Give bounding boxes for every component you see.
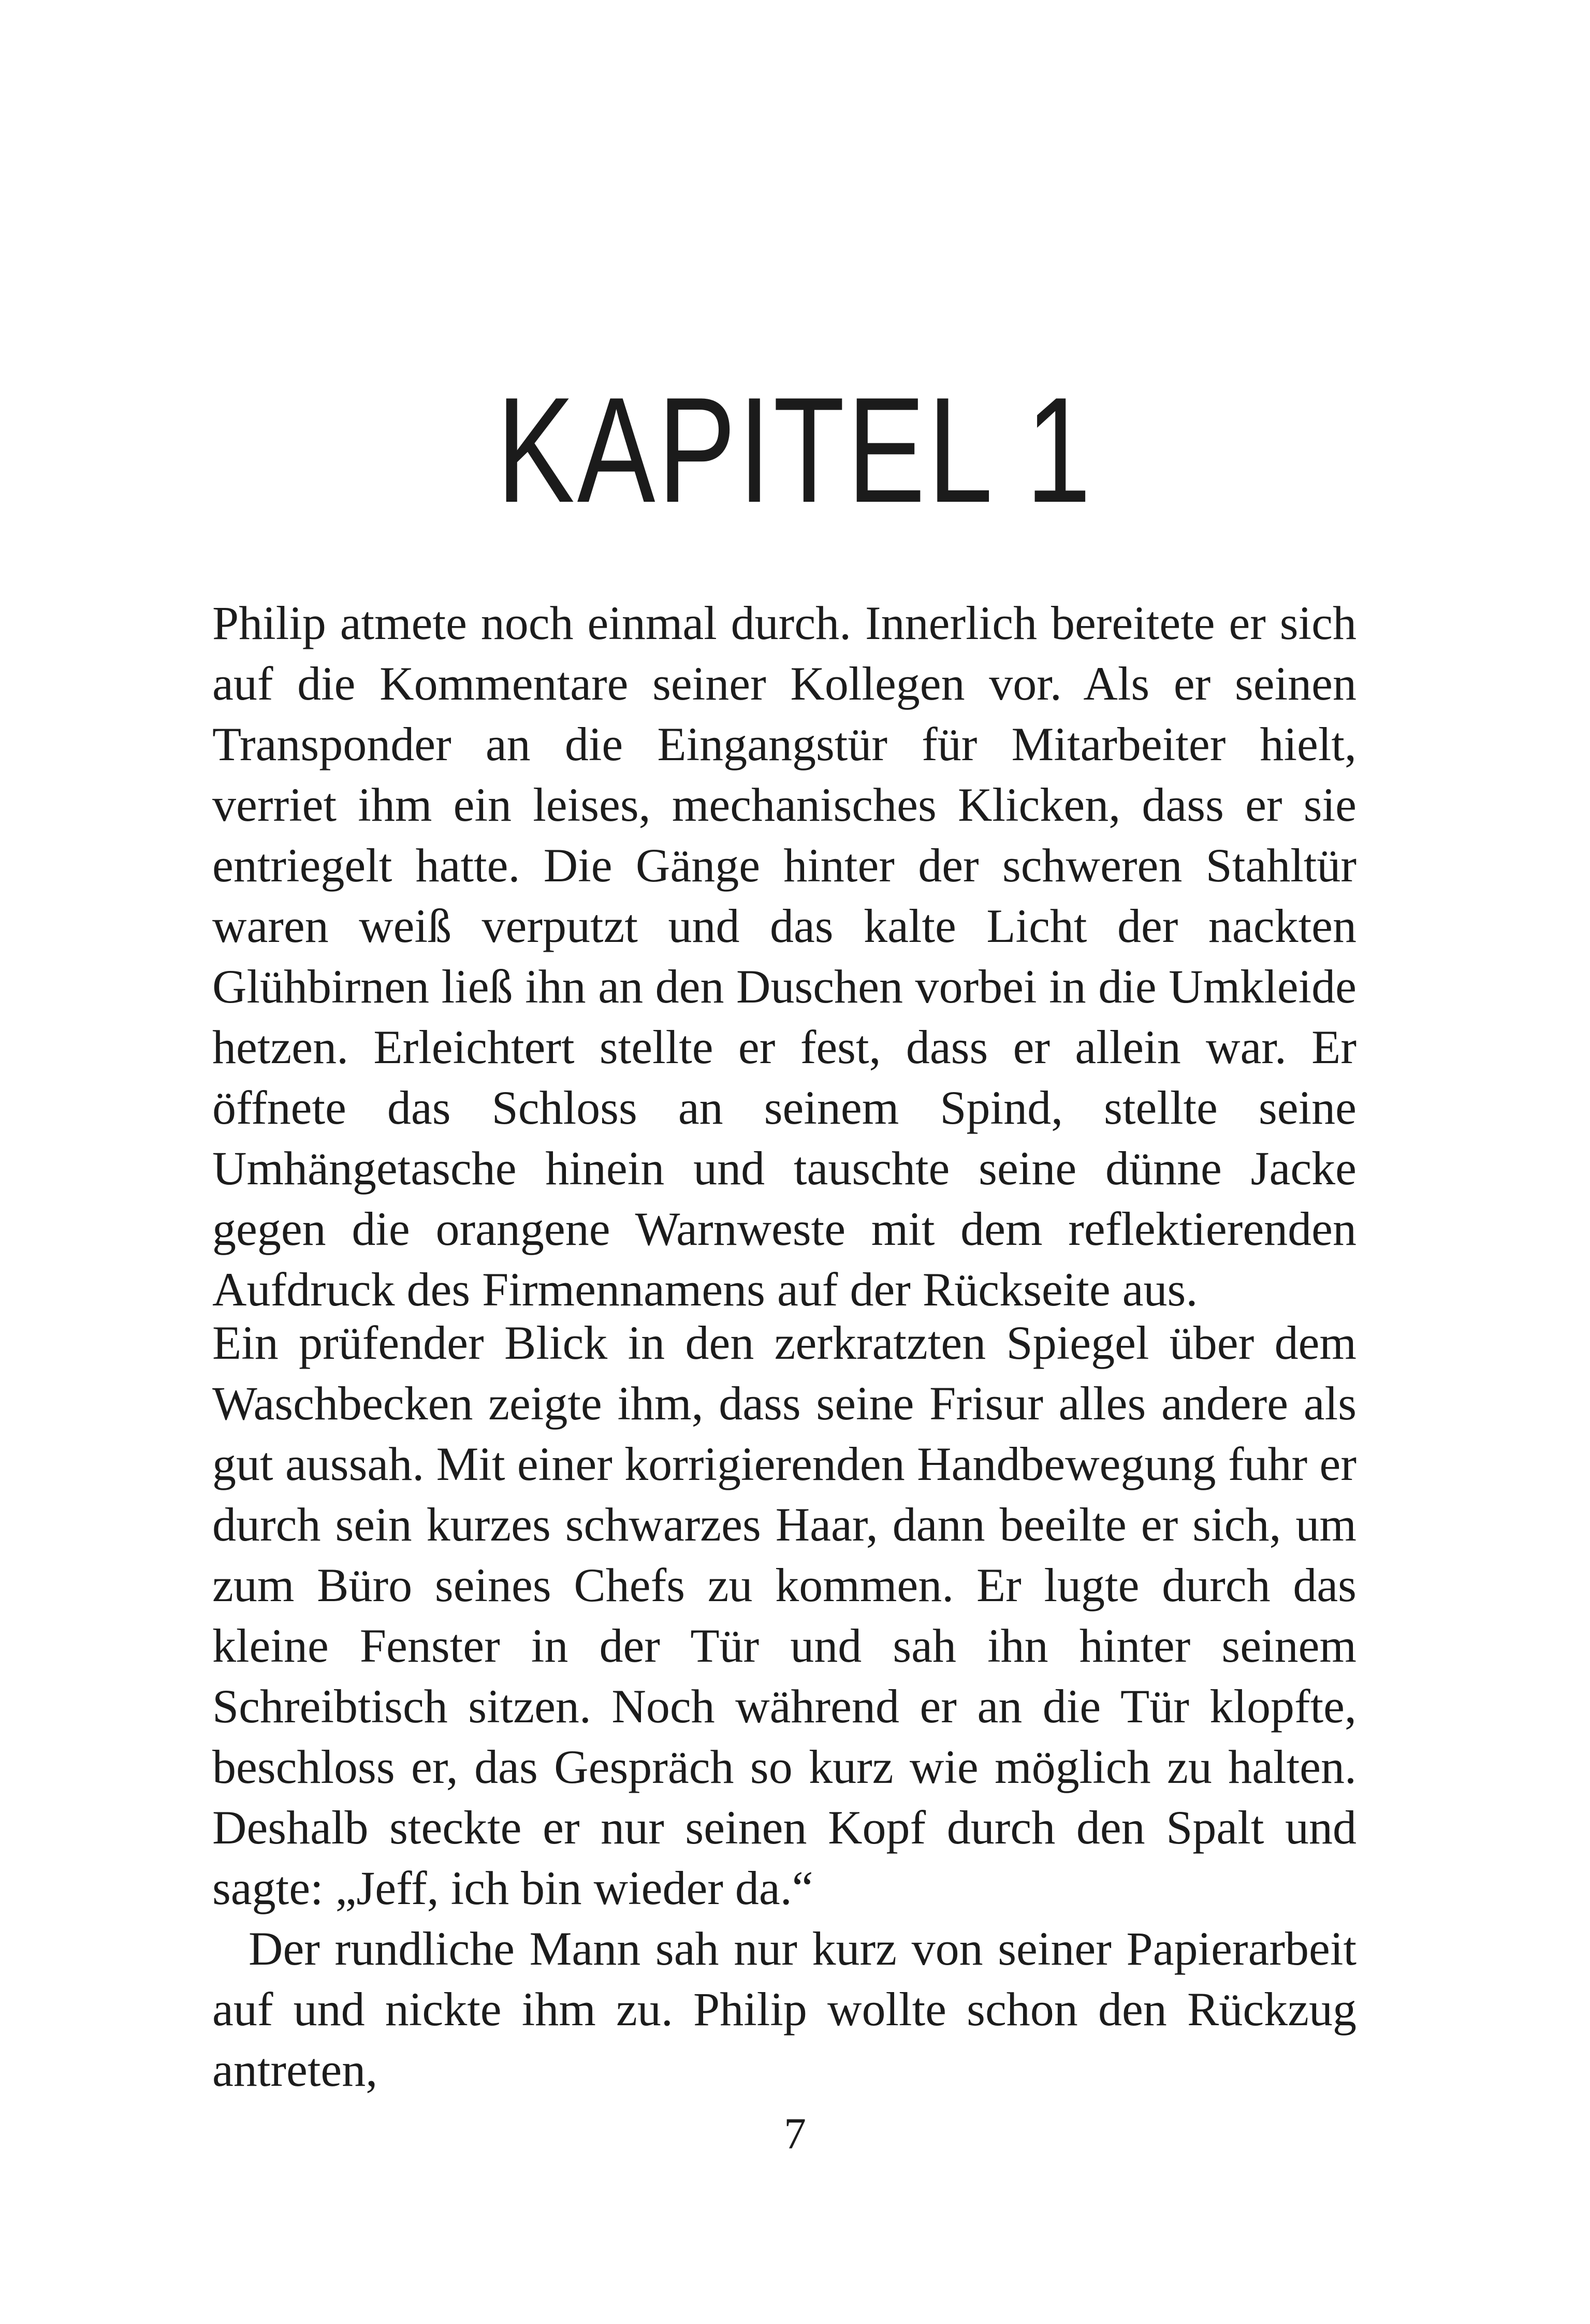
paragraph: Philip atmete noch einmal durch. Innerlich bereitete er sich auf die Kommentare seiner Kollegen vor. Als er seinen Transponder an die Eingangstür für Mitarbeiter hielt, verriet ihm ein leises, mechanisches Klicken, dass er sie entriegelt hatte. Die Gänge hinter der schweren Stahltür waren weiß verputzt und das kalte Licht der nackten Glühbirnen ließ ihn an den Duschen vorbei in die Umkleide hetzen. Erleichtert stellte er fest, dass er allein war. Er öffnete das Schloss an seinem Spind, stellte seine Umhängetasche hinein und tauschte seine dünne Jacke gegen die orangene Warnweste mit dem reflektierenden Aufdruck des Firmennamens auf der Rückseite aus. <box>212 597 1356 1316</box>
paragraph: Der rundliche Mann sah nur kurz von seiner Papierarbeit auf und nickte ihm zu. Philip wollte schon den Rückzug antreten, <box>212 1922 1356 2096</box>
page-number: 7 <box>784 2109 806 2158</box>
chapter-title: KAPITEL 1 <box>497 366 1093 534</box>
text-block-second <box>212 1313 1356 2100</box>
paragraph: Ein prüfender Blick in den zerkratzten Spiegel über dem Waschbecken zeigte ihm, dass seine Frisur alles andere als gut aussah. Mit einer korrigierenden Handbewegung fuhr er durch sein kurzes schwarzes Haar, dann beeilte er sich, um zum Büro seines Chefs zu kommen. Er lugte durch das kleine Fenster in der Tür und sah ihn hinter seinem Schreibtisch sitzen. Noch während er an die Tür klopfte, beschloss er, das Gespräch so kurz wie möglich zu halten. Deshalb steckte er nur seinen Kopf durch den Spalt und sagte: „Jeff, ich bin wieder da.“ <box>212 1316 1356 1914</box>
text-block-first <box>212 593 1356 1320</box>
